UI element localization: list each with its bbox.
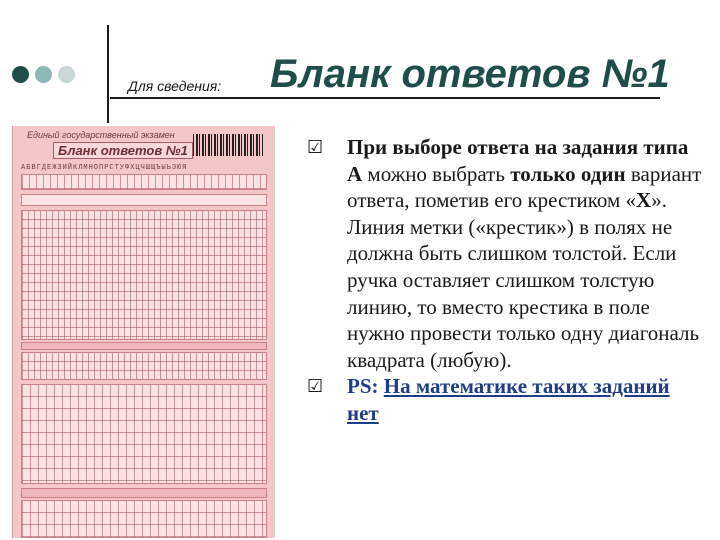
- ps-label: PS:: [347, 374, 384, 399]
- decorative-dots: [12, 66, 75, 83]
- bullet-list: [307, 134, 702, 427]
- form-replace-field: [21, 488, 267, 498]
- bullet-item-ps: [307, 373, 702, 426]
- text-bold-2: только один: [510, 161, 626, 186]
- checkbox-icon: ☑: [307, 137, 324, 158]
- form-part-b-grid: [21, 384, 267, 484]
- text-bold-1: При выборе ответа на задания типа А: [347, 135, 689, 186]
- dot-dark: [12, 66, 29, 83]
- form-badge: Бланк ответов №1: [53, 142, 193, 159]
- form-replace-grid: [21, 500, 267, 538]
- bullet-text-ps: [347, 373, 702, 426]
- form-part-a-grid: [21, 210, 267, 340]
- vertical-divider: [107, 25, 109, 123]
- form-part-a2-grid: [21, 352, 267, 380]
- answer-form-image: [12, 126, 275, 538]
- form-code-row: АБВГДЕЖЗИЙКЛМНОПРСТУФХЦЧШЩЪЫЬЭЮЯ: [21, 164, 188, 172]
- text-plain-1: можно выбрать: [362, 161, 511, 186]
- form-header: Единый государственный экзамен: [27, 130, 175, 140]
- slide-title: Бланк ответов №1: [270, 52, 670, 96]
- form-separator: [21, 342, 267, 350]
- note-label: Для сведения:: [128, 78, 222, 94]
- dot-light: [58, 66, 75, 83]
- text-plain-2: вариант ответа, пометив его крестиком «: [347, 161, 702, 213]
- bullet-text-rules: [347, 134, 702, 373]
- horizontal-divider: [110, 97, 660, 99]
- dot-mid: [35, 66, 52, 83]
- barcode-icon: [193, 134, 263, 156]
- text-bold-3: Х: [636, 188, 652, 213]
- math-note-link[interactable]: На математике таких заданий нет: [347, 374, 670, 425]
- form-info-field: [21, 194, 267, 206]
- bullet-item-rules: [307, 134, 702, 373]
- text-plain-3: ». Линия метки («крестик») в полях не должна быть слишком толстой. Если ручка оставляет слишком толстую линию, то вместо крестика в поле нужно провести только одну диагональ квадрата (любую).: [347, 188, 700, 372]
- form-sample-row: [21, 174, 267, 190]
- checkbox-icon: ☑: [307, 376, 324, 398]
